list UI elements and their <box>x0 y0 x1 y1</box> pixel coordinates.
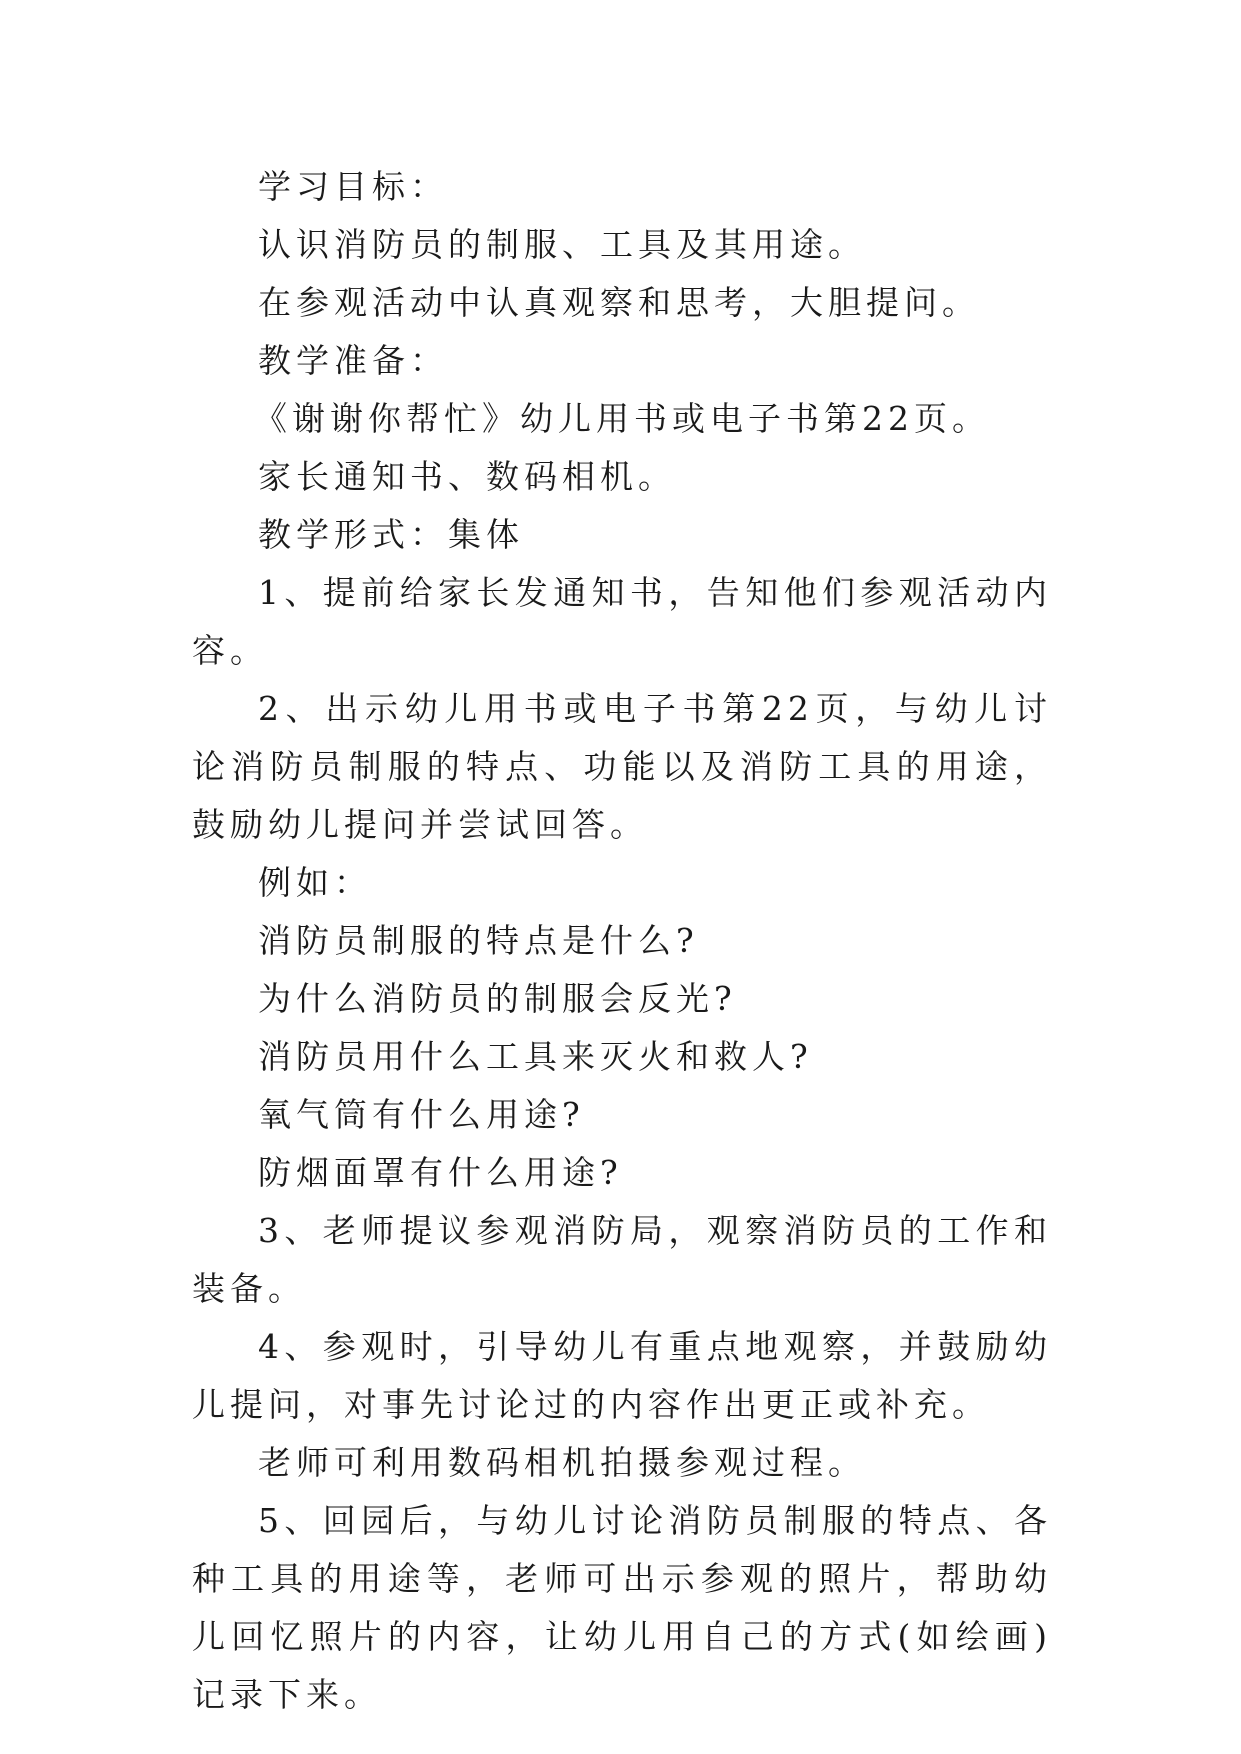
step-5: 5、回园后，与幼儿讨论消防员制服的特点、各种工具的用途等，老师可出示参观的照片，帮助幼儿回忆照片的内容，让幼儿用自己的方式(如绘画)记录下来。 <box>192 1501 1052 1714</box>
heading-examples: 例如： <box>258 863 372 902</box>
step-3: 3、老师提议参观消防局，观察消防员的工作和装备。 <box>192 1211 1052 1308</box>
heading-learning-goals: 学习目标： <box>258 167 448 206</box>
step-1: 1、提前给家长发通知书，告知他们参观活动内容。 <box>192 573 1052 670</box>
paragraph: 家长通知书、数码相机。 <box>258 457 676 496</box>
paragraph: 《谢谢你帮忙》幼儿用书或电子书第22页。 <box>254 399 990 438</box>
paragraph: 老师可利用数码相机拍摄参观过程。 <box>258 1443 866 1482</box>
question-item: 为什么消防员的制服会反光? <box>258 979 737 1018</box>
question-item: 防烟面罩有什么用途? <box>258 1153 623 1192</box>
paragraph: 在参观活动中认真观察和思考，大胆提问。 <box>258 283 980 322</box>
heading-teaching-preparation: 教学准备： <box>258 341 448 380</box>
question-item: 消防员用什么工具来灭火和救人? <box>258 1037 813 1076</box>
step-2: 2、出示幼儿用书或电子书第22页，与幼儿讨论消防员制服的特点、功能以及消防工具的用途，鼓励幼儿提问并尝试回答。 <box>192 689 1052 844</box>
document-body <box>192 158 1052 1724</box>
paragraph: 认识消防员的制服、工具及其用途。 <box>258 225 866 264</box>
heading-teaching-form: 教学形式：集体 <box>258 515 524 554</box>
question-item: 消防员制服的特点是什么? <box>258 921 699 960</box>
step-4: 4、参观时，引导幼儿有重点地观察，并鼓励幼儿提问，对事先讨论过的内容作出更正或补充。 <box>192 1327 1052 1424</box>
question-item: 氧气筒有什么用途? <box>258 1095 585 1134</box>
